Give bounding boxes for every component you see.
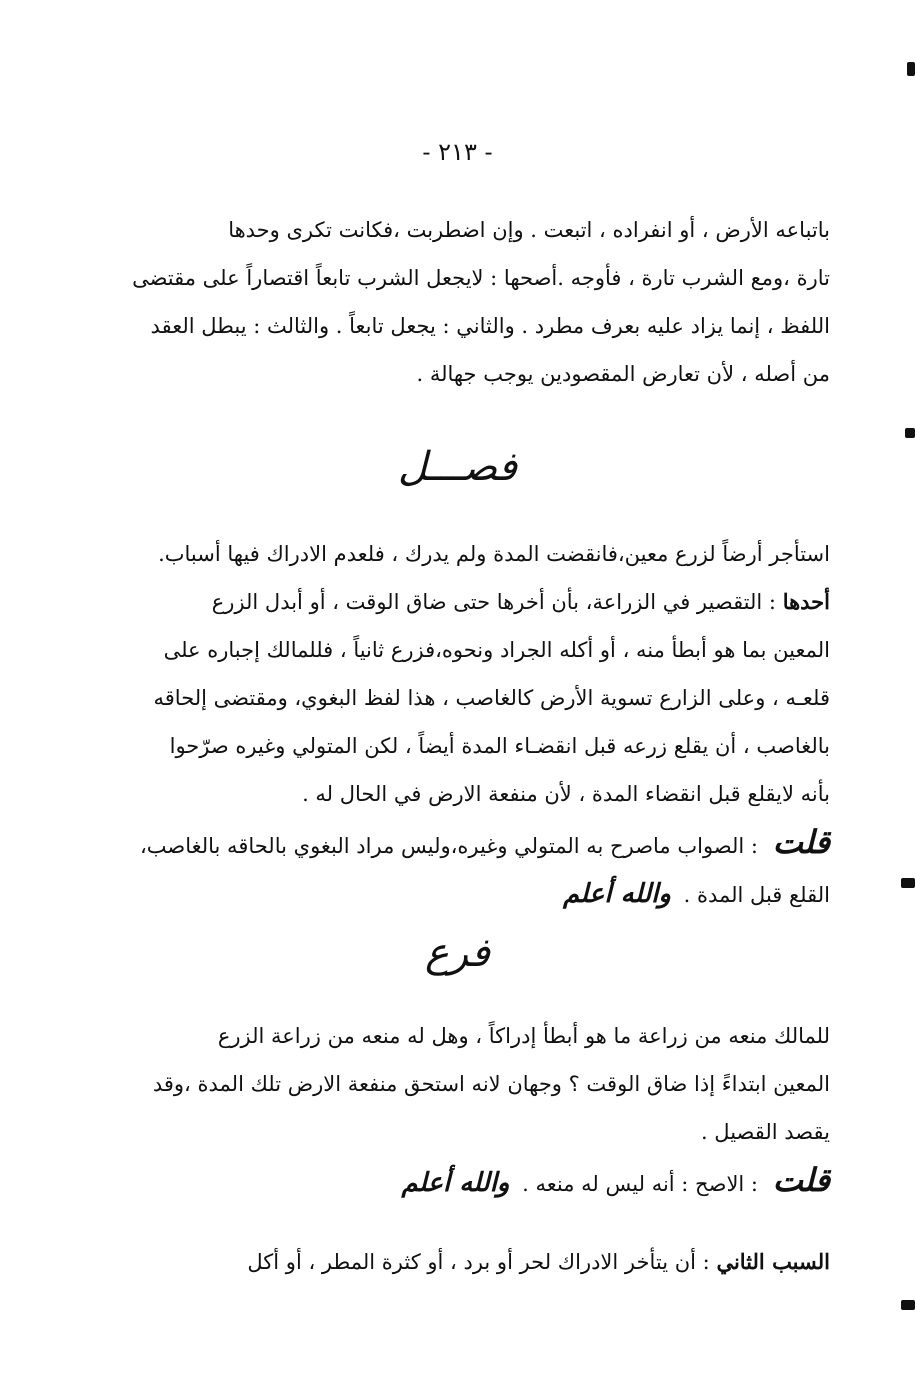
text-line: يقصد القصيل . [700,1120,830,1144]
scan-edge-mark [905,428,915,438]
qult-label: قلت [772,823,830,861]
text-line [102,1238,830,1286]
bold-term: السبب الثاني [716,1249,830,1274]
scan-edge-mark [907,62,915,76]
text-line: قلعـه ، وعلى الزارع تسوية الأرض كالغاصب ، هذا لفظ البغوي، ومقتضى إلحاقه [153,686,830,710]
text-fragment: القلع قبل المدة . [683,883,830,907]
text-line: للمالك منعه من زراعة ما هو أبطأ إدراكاً ، وهل له منعه من زراعة الزرع [217,1024,830,1048]
paragraph-4 [102,1238,830,1286]
qult-label: قلت [772,1161,830,1199]
text-fragment: : أن يتأخر الادراك لحر أو برد ، أو كثرة المطر ، أو أكل [247,1250,717,1274]
text-line: المعين ابتداءً إذا ضاق الوقت ؟ وجهان لانه استحق منفعة الارض تلك المدة ،وقد [152,1072,830,1096]
section-heading-far: فرع [424,930,491,976]
text-fragment: : الصواب ماصرح به المتولي وغيره،وليس مراد البغوي بالحاقه بالغاصب، [139,834,765,858]
paragraph-1 [102,206,830,398]
wallahu-alam-calligraphy: والله أعلم [562,879,671,909]
scan-edge-mark [901,878,915,888]
section-heading-fasl: فصـــل [397,444,518,490]
text-line: باتباعه الأرض ، أو انفراده ، اتبعت . وإن اضطربت ،فكانت تكرى وحدها [228,218,830,242]
text-line: بالغاصب ، أن يقلع زرعه قبل انقضـاء المدة أيضاً ، لكن المتولي وغيره صرّحوا [169,734,830,758]
text-line: بأنه لايقلع قبل انقضاء المدة ، لأن منفعة الارض في الحال له . [302,782,830,806]
text-line: المعين بما هو أبطأ منه ، أو أكله الجراد ونحوه،فزرع ثانياً ، فللمالك إجباره على [163,638,830,662]
text-line [102,1156,830,1208]
paragraph-3 [102,1012,830,1208]
text-line [102,870,830,919]
text-line: اللفظ ، إنما يزاد عليه بعرف مطرد . والثاني : يجعل تابعاً . والثالث : يبطل العقد [150,314,830,338]
paragraph-2 [102,530,830,919]
text-line [102,818,830,870]
text-fragment: : التقصير في الزراعة، بأن أخرها حتى ضاق الوقت ، أو أبدل الزرع [211,590,783,614]
wallahu-alam-calligraphy: والله أعلم [401,1168,510,1198]
text-fragment: : الاصح : أنه ليس له منعه . [522,1172,765,1196]
text-line [102,578,830,626]
bold-term: أحدها [782,589,830,614]
page-number: - ٢١٣ - [422,138,493,166]
text-line: من أصله ، لأن تعارض المقصودين يوجب جهالة . [416,362,830,386]
text-line: تارة ،ومع الشرب تارة ، فأوجه .أصحها : لايجعل الشرب تابعاً اقتصاراً على مقتضى [132,266,830,290]
text-line: استأجر أرضاً لزرع معين،فانقضت المدة ولم يدرك ، فلعدم الادراك فيها أسباب. [158,542,830,566]
scan-edge-mark [901,1300,915,1310]
